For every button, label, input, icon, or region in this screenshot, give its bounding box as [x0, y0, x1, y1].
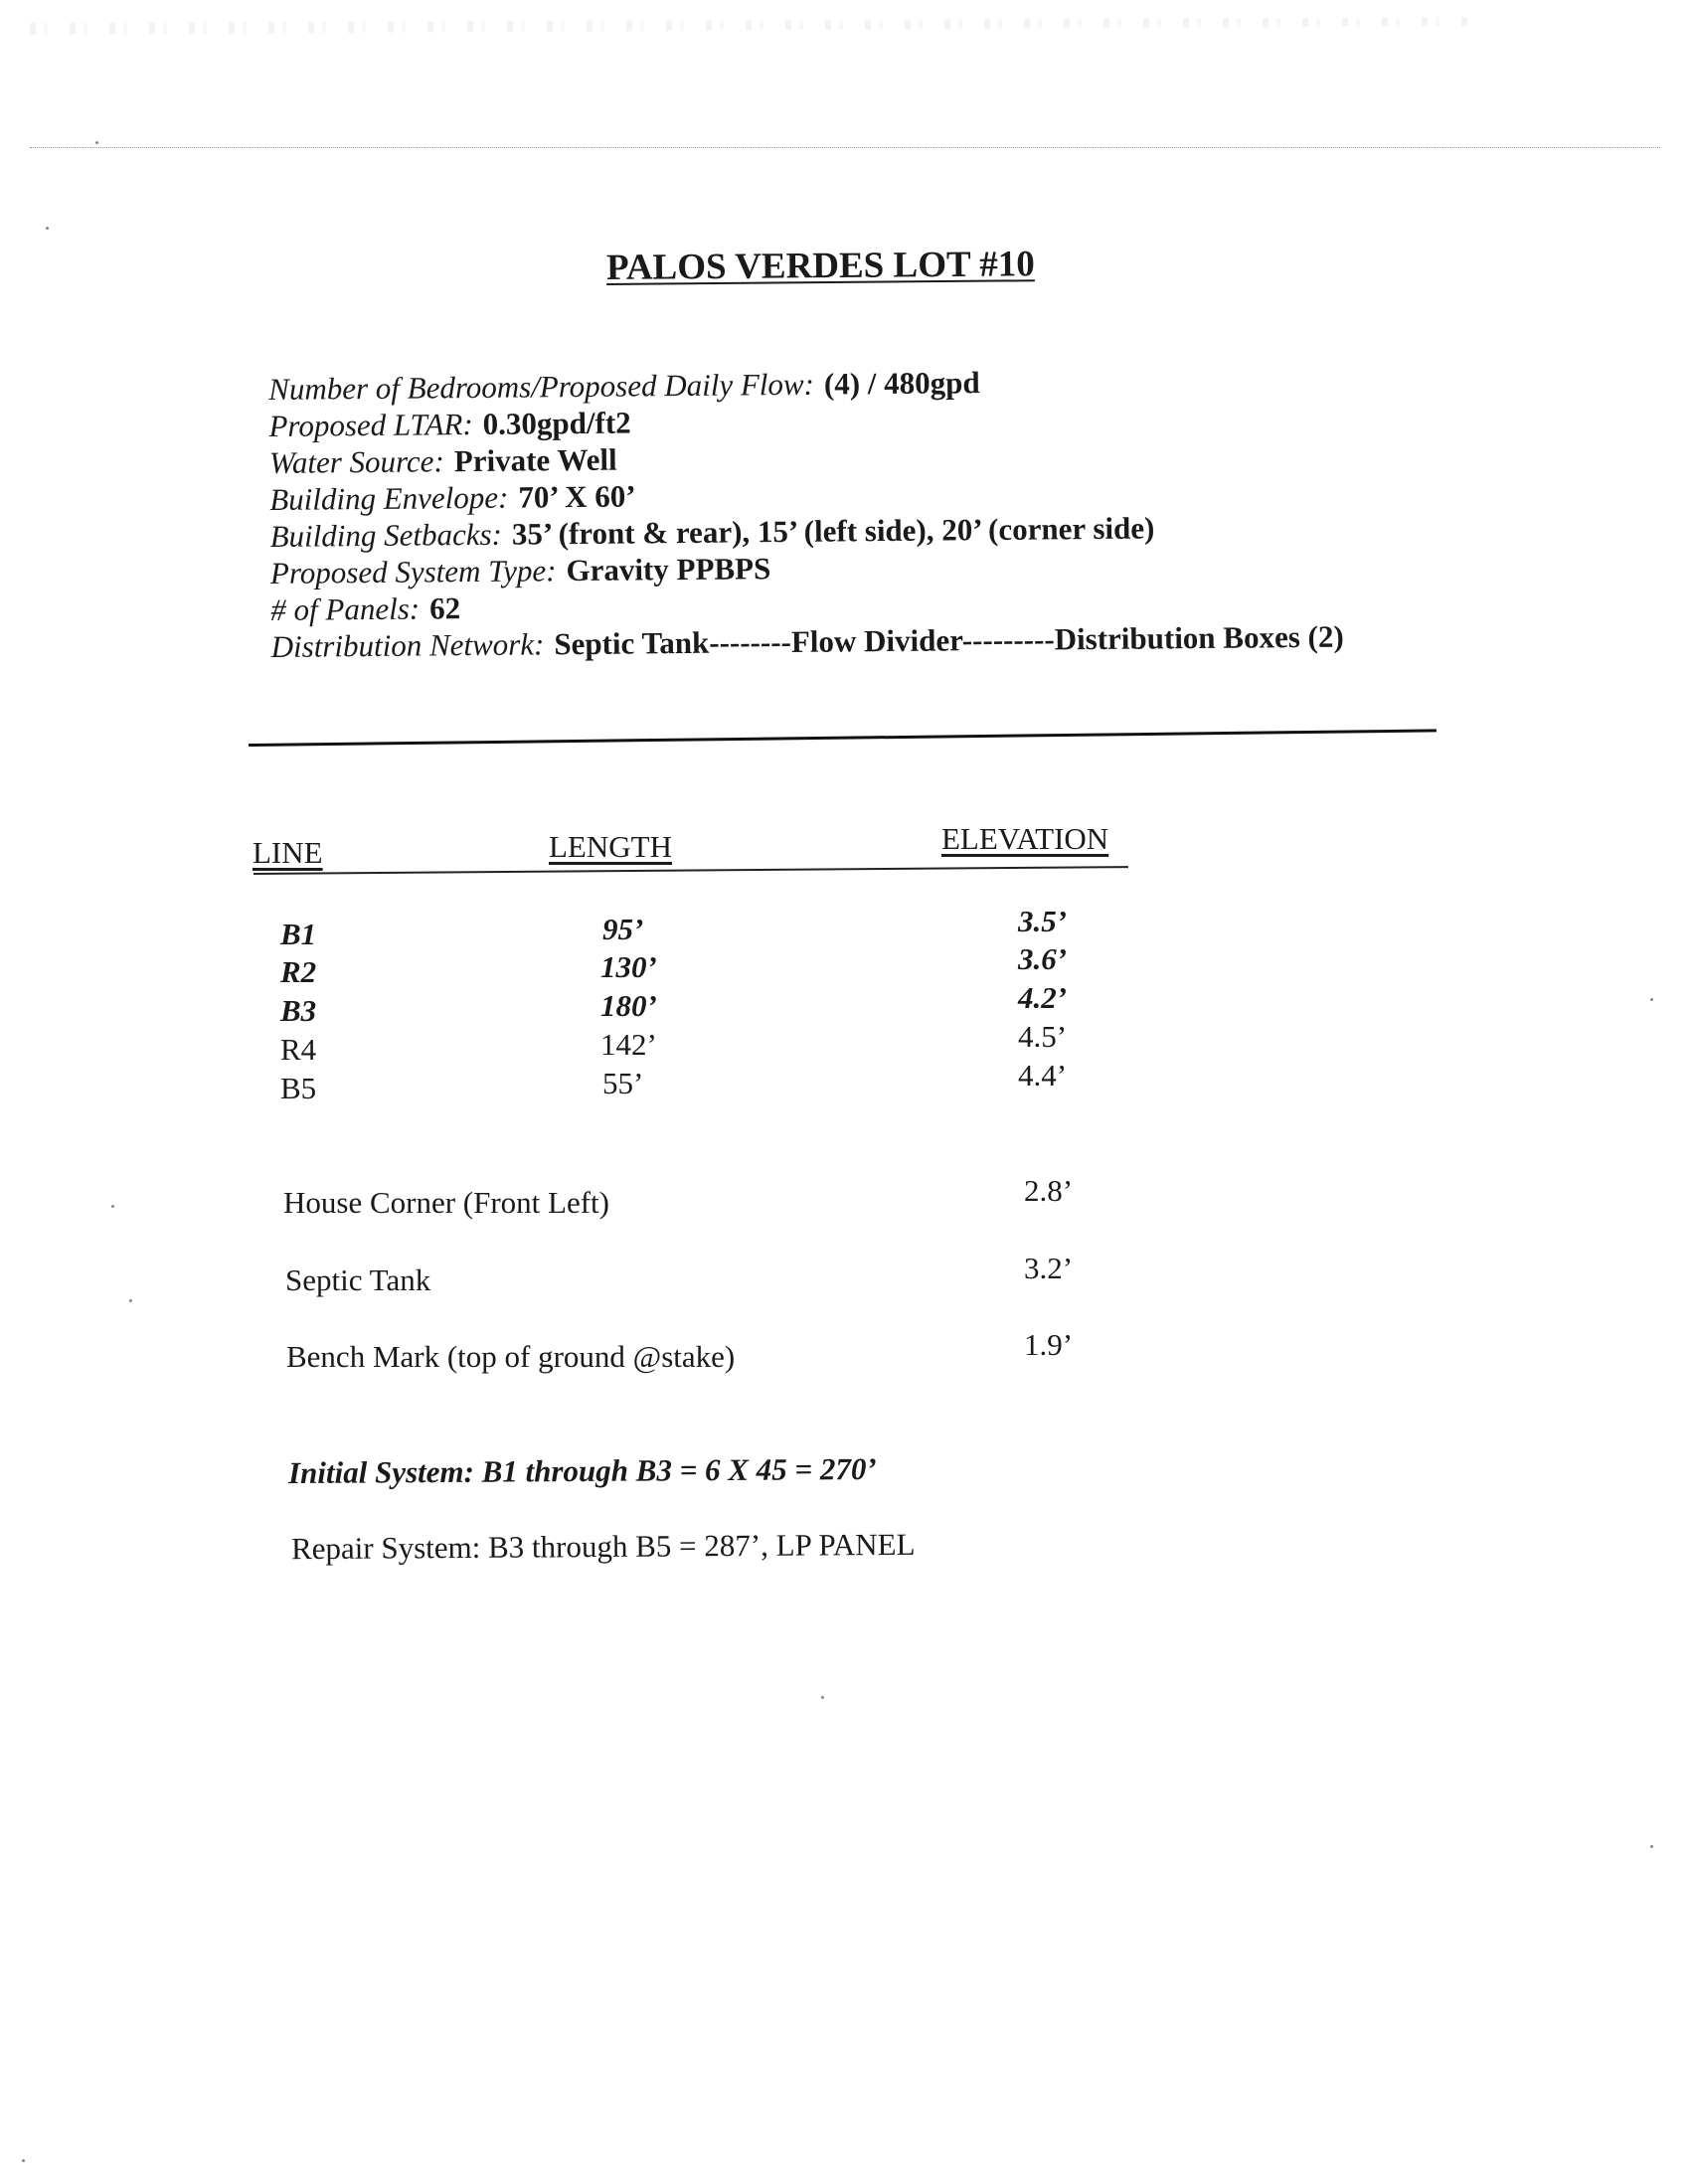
spec-value: 70’ X 60’ [518, 478, 636, 515]
table-cell-elevation: 4.4’ [1018, 1058, 1068, 1092]
page-title: PALOS VERDES LOT #10 [605, 244, 1035, 288]
table-cell-length: 180’ [600, 988, 657, 1023]
dotted-rule [30, 147, 1660, 148]
scan-speck [1650, 1845, 1653, 1848]
elevation-value-bench-mark: 1.9’ [1024, 1327, 1074, 1362]
table-cell-line: B5 [280, 1071, 317, 1105]
table-cell-line: R2 [280, 954, 317, 989]
elevation-value-house-corner: 2.8’ [1024, 1173, 1074, 1208]
spec-label: Distribution Network: [270, 626, 545, 664]
table-cell-elevation: 3.5’ [1018, 904, 1068, 938]
table-cell-elevation: 4.2’ [1018, 980, 1068, 1015]
spec-value: 35’ (front & rear), 15’ (left side), 20’ (corner side) [511, 510, 1155, 552]
scan-speck [129, 1299, 132, 1302]
spec-label: Building Envelope: [269, 479, 509, 517]
table-cell-length: 95’ [602, 912, 644, 946]
scan-speck [22, 2159, 25, 2162]
spec-value: 0.30gpd/ft2 [482, 405, 631, 441]
scan-speck [1650, 998, 1653, 1001]
scan-speck [821, 1696, 824, 1699]
scan-artifact-header [30, 14, 1471, 44]
spec-label: Proposed System Type: [269, 553, 557, 590]
initial-system-summary: Initial System: B1 through B3 = 6 X 45 = 270’ [287, 1450, 877, 1491]
elevation-label-septic-tank: Septic Tank [285, 1262, 431, 1297]
spec-value: (4) / 480gpd [823, 365, 980, 402]
scan-speck [46, 227, 49, 230]
table-cell-elevation: 4.5’ [1018, 1019, 1068, 1054]
column-header-length: LENGTH [549, 829, 672, 864]
table-cell-line: R4 [280, 1032, 317, 1067]
column-header-line: LINE [253, 835, 323, 870]
spec-label: Building Setbacks: [269, 516, 503, 554]
elevation-label-bench-mark: Bench Mark (top of ground @stake) [286, 1339, 736, 1374]
spec-list [268, 360, 1464, 666]
scan-speck [95, 141, 98, 144]
column-header-elevation: ELEVATION [941, 821, 1109, 856]
section-divider [249, 729, 1437, 747]
table-cell-line: B3 [280, 993, 317, 1028]
table-cell-length: 130’ [600, 949, 657, 984]
spec-value: Private Well [453, 441, 617, 479]
header-rule [254, 866, 1128, 875]
table-cell-line: B1 [280, 917, 317, 951]
table-cell-length: 55’ [602, 1066, 644, 1100]
spec-value: Septic Tank--------Flow Divider---------Distribution Boxes (2) [554, 618, 1344, 662]
table-cell-length: 142’ [600, 1027, 657, 1062]
spec-value: 62 [428, 590, 461, 626]
elevation-label-house-corner: House Corner (Front Left) [283, 1185, 609, 1220]
table-cell-elevation: 3.6’ [1018, 941, 1068, 976]
repair-system-summary: Repair System: B3 through B5 = 287’, LP PANEL [290, 1526, 916, 1567]
spec-label: Number of Bedrooms/Proposed Daily Flow: [268, 366, 815, 407]
spec-label: Proposed LTAR: [268, 407, 473, 443]
spec-label: # of Panels: [270, 590, 421, 627]
spec-value: Gravity PPBPS [566, 551, 771, 588]
elevation-value-septic-tank: 3.2’ [1024, 1251, 1074, 1285]
spec-label: Water Source: [268, 443, 444, 480]
scan-speck [111, 1205, 114, 1208]
